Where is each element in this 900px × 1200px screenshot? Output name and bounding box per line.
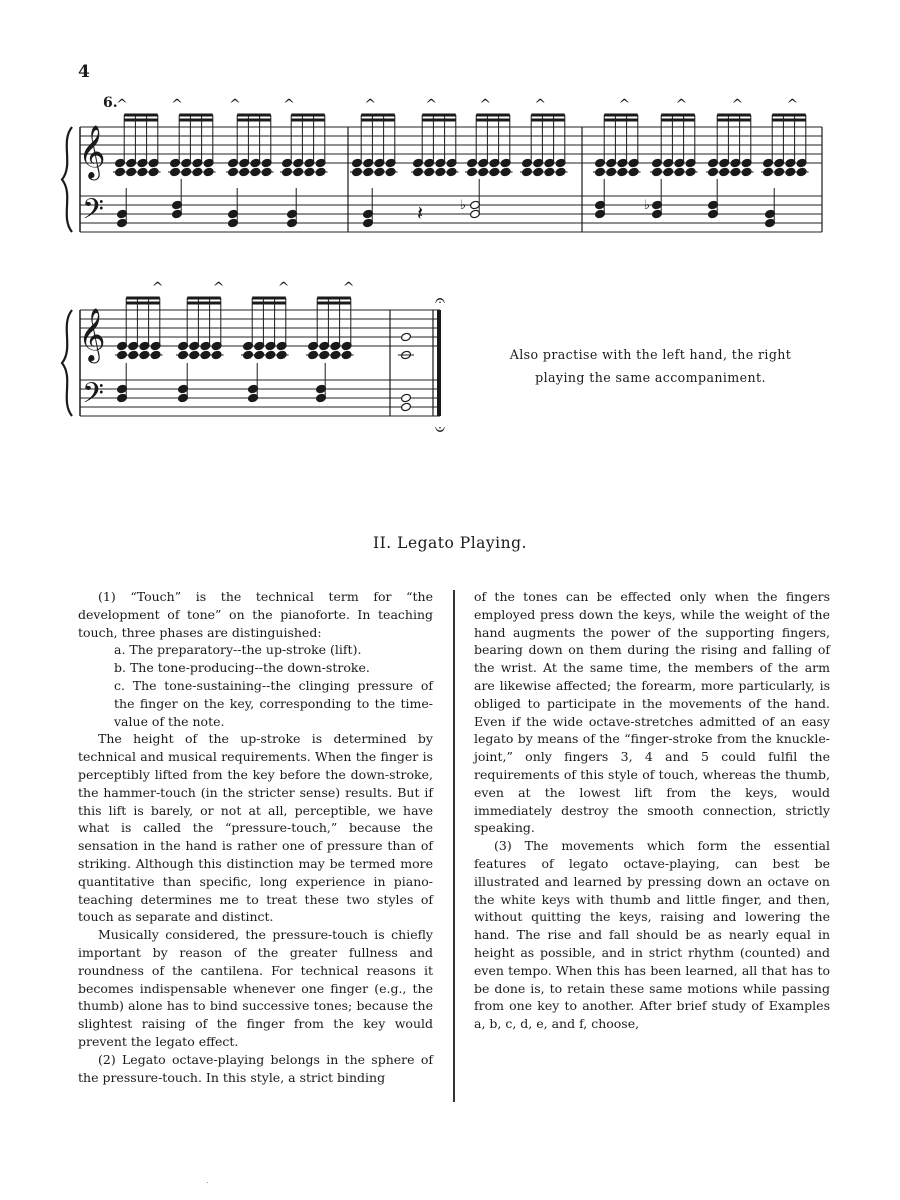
flat-sign: ♭ [643,198,651,213]
fermata-mark: 𝄐 [434,290,446,311]
accent-mark: ^ [786,97,799,113]
example-number: 6. [103,95,118,111]
accent-mark: ^ [116,97,128,113]
accent-mark: ^ [151,280,164,296]
fermata-mark: 𝄐 [434,419,446,440]
accent-mark: ^ [171,97,183,113]
treble-clef-icon: 𝄞 [78,124,106,178]
accent-mark: ^ [229,97,241,113]
bass-clef-icon: 𝄢 [82,377,104,417]
accent-mark: ^ [277,280,290,296]
paragraph: (2) Legato octave-playing belongs in the sphere of the pressure-touch. In this style, a strict binding [78,1051,433,1085]
whole-notehead [401,332,412,342]
left-text-column [78,588,433,1086]
page-number: 4 [78,62,90,82]
accent-mark: ^ [731,97,744,113]
footer-mark: . [206,1176,209,1185]
system-brace [62,310,72,416]
side-note-line: playing the same accompaniment. [535,370,766,385]
system-brace [62,127,72,232]
accent-mark: ^ [342,280,355,296]
side-note [478,343,823,389]
right-text-column [474,588,830,1033]
bass-clef-icon: 𝄢 [82,193,104,233]
accent-mark: ^ [283,97,295,113]
accent-mark: ^ [534,97,547,113]
flat-sign: ♭ [459,198,467,213]
accent-mark: ^ [364,97,377,113]
accent-mark: ^ [479,97,492,113]
treble-clef-icon: 𝄞 [78,307,106,361]
quarter-rest: 𝄽 [416,201,424,225]
whole-notehead [401,402,412,412]
paragraph: The height of the up-stroke is determined by technical and musical requirements. When the finger is perceptibly lifted from the key before the down-stroke, the hammer-touch (in the stricter sense) results. But if this lift is barely, or not at all, perceptible, we have what is called the “pressure-touch,” because the sensation in the hand is rather one of pressure than of striking. Although this distinction may be termed more quantitative than specific, long experience in piano-teaching determines me to treat these two styles of touch as separate and distinct. [78,731,433,925]
paragraph: (3) The movements which form the essential features of legato octave-playing, can best be illustrated and learned by pressing down an octave on the white keys with thumb and little finger, and then, without quitting the keys, raising and lowering the hand. The rise and fall should be as nearly equal in height as possible, and in strict rhythm (counted) and even tempo. When this has been learned, all that has to be done is, to retain these same motions while passing from one key to another. After brief study of Examples a, b, c, d, e, and f, choose, [474,838,830,1032]
accent-mark: ^ [675,97,688,113]
paragraph: b. The tone-producing--the down-stroke. [114,660,370,676]
paragraph: c. The tone-sustaining--the clinging pressure of the finger on the key, corresponding to the time-value of the note. [114,677,433,729]
accent-mark: ^ [212,280,225,296]
section-title: II. Legato Playing. [373,534,527,552]
paragraph: Musically considered, the pressure-touch is chiefly important by reason of the greater fullness and roundness of the cantilena. For technical reasons it becomes indispensable whenever one finger (e.g., the thumb) alone has to bind successive tones; because the slightest raising of the finger from the key would prevent the legato effect. [78,927,433,1049]
paragraph: a. The preparatory--the up-stroke (lift). [114,642,362,658]
whole-notehead [401,393,412,403]
accent-mark: ^ [425,97,438,113]
accent-mark: ^ [618,97,631,113]
paragraph: of the tones can be effected only when the fingers employed press down the keys, while the weight of the hand augments the power of the supporting fingers, bearing down on them during the rising and falling of the wrist. At the same time, the members of the arm are likewise affected; the forearm, more particularly, is obliged to participate in the movements of the hand. Even if the wide octave-stretches admitted of an easy legato by means of the “finger-stroke from the knuckle-joint,” only fingers 3, 4 and 5 could fulfil the requirements of this style of touch, whereas the thumb, even at the lowest lift from the keys, would immediately destroy the smooth connection, strictly speaking. [474,589,830,836]
column-divider [453,590,455,1102]
music-score [0,0,900,480]
side-note-line: Also practise with the left hand, the right [509,347,792,362]
paragraph: (1) “Touch” is the technical term for “the development of tone” on the pianoforte. In teaching touch, three phases are distinguished: [78,589,433,640]
